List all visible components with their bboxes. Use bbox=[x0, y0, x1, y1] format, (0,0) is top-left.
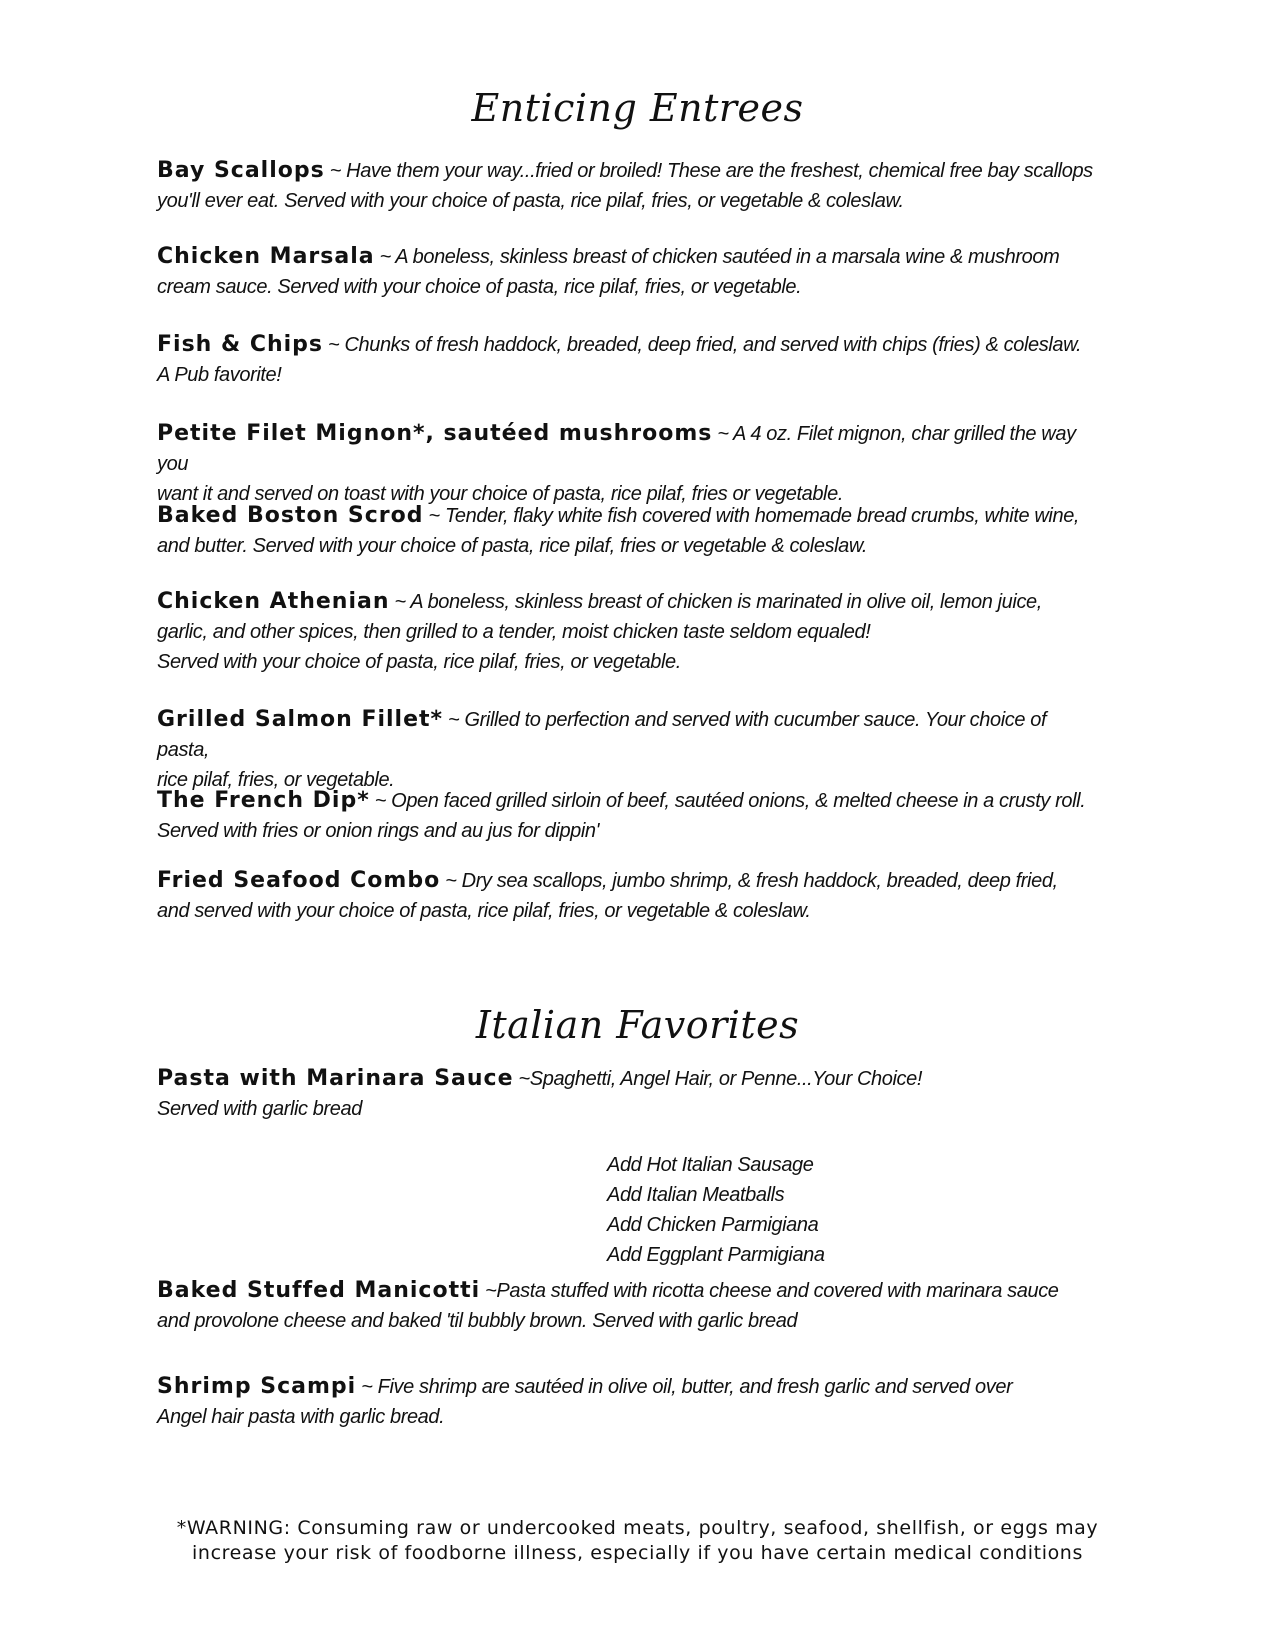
item-desc-line: ~ A 4 oz. Filet mignon, char grilled the way you bbox=[157, 423, 1076, 475]
item-name: Chicken Marsala bbox=[157, 244, 375, 269]
item-desc-line: ~ Grilled to perfection and served with cucumber sauce. Your choice of pasta, bbox=[157, 709, 1047, 761]
menu-item bbox=[157, 786, 1097, 846]
item-desc-line: and served with your choice of pasta, rice pilaf, fries, or vegetable & coleslaw. bbox=[157, 900, 811, 922]
item-name: The French Dip* bbox=[157, 788, 370, 813]
menu-item bbox=[157, 587, 1097, 677]
item-desc-line: cream sauce. Served with your choice of pasta, rice pilaf, fries, or vegetable. bbox=[157, 276, 802, 298]
item-desc-line: ~ Open faced grilled sirloin of beef, sautéed onions, & melted cheese in a crusty roll. bbox=[374, 790, 1086, 812]
warning-line: *WARNING: Consuming raw or undercooked meats, poultry, seafood, shellfish, or eggs may bbox=[176, 1517, 1099, 1539]
menu-item bbox=[157, 705, 1097, 795]
menu-item bbox=[157, 501, 1097, 561]
item-name: Fried Seafood Combo bbox=[157, 868, 441, 893]
item-desc-line: ~ Five shrimp are sautéed in olive oil, butter, and fresh garlic and served over bbox=[361, 1376, 1013, 1398]
addon-list bbox=[607, 1150, 825, 1270]
item-desc-line: and butter. Served with your choice of pasta, rice pilaf, fries or vegetable & coleslaw. bbox=[157, 535, 868, 557]
item-desc-line: rice pilaf, fries, or vegetable. bbox=[157, 769, 395, 791]
menu-item bbox=[157, 156, 1097, 216]
item-name: Baked Stuffed Manicotti bbox=[157, 1278, 481, 1303]
menu-item bbox=[157, 1372, 1097, 1432]
item-desc-line: want it and served on toast with your choice of pasta, rice pilaf, fries or vegetable. bbox=[157, 483, 843, 505]
item-desc-line: and provolone cheese and baked 'til bubbly brown. Served with garlic bread bbox=[157, 1310, 798, 1332]
addon-item: Add Hot Italian Sausage bbox=[607, 1154, 814, 1176]
item-desc-line: ~ Dry sea scallops, jumbo shrimp, & fresh haddock, breaded, deep fried, bbox=[445, 870, 1058, 892]
item-name: Grilled Salmon Fillet* bbox=[157, 707, 444, 732]
item-desc-line: Angel hair pasta with garlic bread. bbox=[157, 1406, 445, 1428]
item-name: Baked Boston Scrod bbox=[157, 503, 424, 528]
item-desc-line: Served with garlic bread bbox=[157, 1098, 362, 1120]
item-name: Chicken Athenian bbox=[157, 589, 390, 614]
warning-line: increase your risk of foodborne illness, especially if you have certain medical conditions bbox=[192, 1542, 1083, 1564]
item-desc-line: A Pub favorite! bbox=[157, 364, 282, 386]
menu-item bbox=[157, 1276, 1097, 1336]
addon-item: Add Eggplant Parmigiana bbox=[607, 1244, 825, 1266]
item-name: Pasta with Marinara Sauce bbox=[157, 1066, 514, 1091]
item-desc-line: Served with your choice of pasta, rice pilaf, fries, or vegetable. bbox=[157, 651, 681, 673]
item-name: Bay Scallops bbox=[157, 158, 325, 183]
item-desc-line: garlic, and other spices, then grilled to a tender, moist chicken taste seldom equaled! bbox=[157, 621, 871, 643]
item-name: Shrimp Scampi bbox=[157, 1374, 357, 1399]
addon-item: Add Italian Meatballs bbox=[607, 1184, 785, 1206]
item-desc-line: Served with fries or onion rings and au jus for dippin' bbox=[157, 820, 600, 842]
item-name: Fish & Chips bbox=[157, 332, 324, 357]
item-desc-line: ~ Tender, flaky white fish covered with homemade bread crumbs, white wine, bbox=[428, 505, 1080, 527]
menu-item bbox=[157, 419, 1097, 509]
item-desc-line: ~Spaghetti, Angel Hair, or Penne...Your Choice! bbox=[518, 1068, 923, 1090]
menu-item bbox=[157, 330, 1097, 390]
item-desc-line: you'll ever eat. Served with your choice of pasta, rice pilaf, fries, or vegetable & coleslaw. bbox=[157, 190, 904, 212]
item-desc-line: ~ A boneless, skinless breast of chicken is marinated in olive oil, lemon juice, bbox=[394, 591, 1042, 613]
item-desc-line: ~ Have them your way...fried or broiled! These are the freshest, chemical free bay scallops bbox=[329, 160, 1093, 182]
menu-item bbox=[157, 866, 1097, 926]
italian-title: Italian Favorites bbox=[475, 1003, 800, 1047]
item-name: Petite Filet Mignon*, sautéed mushrooms bbox=[157, 421, 713, 446]
item-desc-line: ~ Chunks of fresh haddock, breaded, deep fried, and served with chips (fries) & coleslaw. bbox=[328, 334, 1082, 356]
entrees-title: Enticing Entrees bbox=[471, 86, 804, 130]
addon-item: Add Chicken Parmigiana bbox=[607, 1214, 819, 1236]
menu-item bbox=[157, 1064, 1097, 1124]
food-safety-warning bbox=[0, 1516, 1275, 1566]
item-desc-line: ~Pasta stuffed with ricotta cheese and covered with marinara sauce bbox=[485, 1280, 1059, 1302]
item-desc-line: ~ A boneless, skinless breast of chicken sautéed in a marsala wine & mushroom bbox=[379, 246, 1060, 268]
menu-item bbox=[157, 242, 1097, 302]
